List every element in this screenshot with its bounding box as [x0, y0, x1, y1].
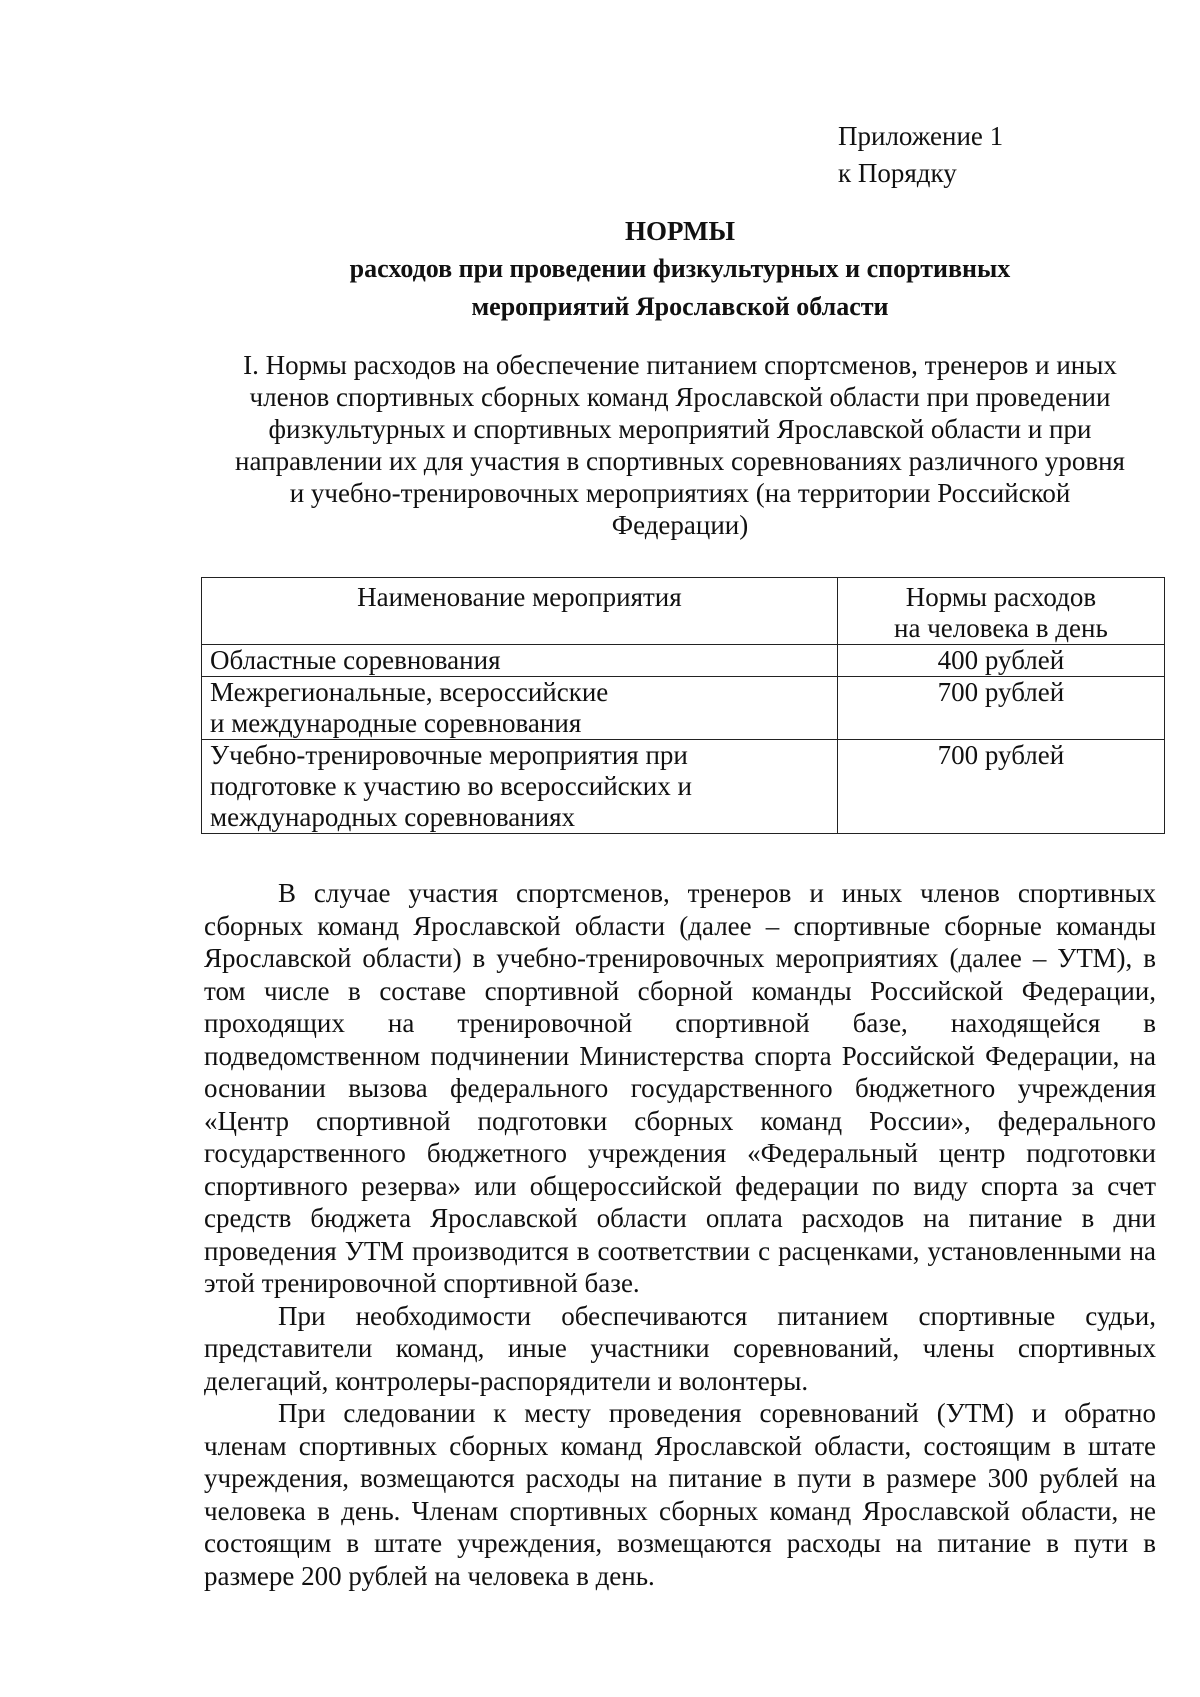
expense-value: 700 рублей — [937, 677, 1065, 707]
event-name-line: Учебно-тренировочные мероприятия при — [210, 740, 688, 770]
appendix-note — [838, 118, 1003, 192]
header-event-name-label: Наименование мероприятия — [357, 582, 682, 612]
section-heading-line: I. Нормы расходов на обеспечение питанием спортсменов, тренеров и иных — [243, 350, 1117, 380]
event-name-line: Областные соревнования — [210, 645, 501, 675]
header-expense-norm-line-1: Нормы расходов — [905, 582, 1097, 612]
event-name-line: подготовке к участию во всероссийских и — [210, 771, 692, 801]
document-title — [200, 212, 1160, 326]
expense-value-cell — [837, 740, 1164, 834]
title-line-3: мероприятий Ярославской области — [471, 292, 889, 321]
section-heading-line: и учебно-тренировочных мероприятиях (на территории Российской — [289, 478, 1071, 508]
expense-value-cell — [837, 645, 1164, 677]
appendix-line-2: к Порядку — [838, 158, 957, 188]
section-heading-line: Федерации) — [611, 510, 749, 540]
event-name-cell — [202, 677, 838, 740]
header-expense-norm — [837, 578, 1164, 645]
event-name-cell — [202, 740, 838, 834]
section-heading-line: членов спортивных сборных команд Ярославской области при проведении — [249, 382, 1111, 412]
paragraph: При следовании к месту проведения соревнований (УТМ) и обратно членам спортивных сборных команд Ярославской области, состоящим в штате учреждения, возмещаются расходы на питание в пути в размере 300 рублей на человека в день. Членам спортивных сборных команд Ярославской области, не состоящим в штате учреждения, возмещаются расходы на питание в пути в размере 200 рублей на человека в день. — [204, 1398, 1156, 1591]
table-header-row — [202, 578, 1165, 645]
table-row — [202, 677, 1165, 740]
table-row — [202, 645, 1165, 677]
expense-value: 700 рублей — [937, 740, 1065, 770]
header-event-name — [202, 578, 838, 645]
title-main: НОРМЫ — [625, 216, 735, 246]
event-name-cell — [202, 645, 838, 677]
section-heading — [200, 349, 1160, 541]
paragraph: При необходимости обеспечиваются питанием спортивные судьи, представители команд, иные участники соревнований, члены спортивных делегаций, контролеры-распорядители и волонтеры. — [204, 1300, 1156, 1396]
event-name-line: международных соревнованиях — [210, 802, 576, 832]
expense-value-cell — [837, 677, 1164, 740]
table-row — [202, 740, 1165, 834]
expense-value: 400 рублей — [937, 645, 1065, 675]
event-name-line: и международные соревнования — [210, 708, 582, 738]
appendix-line-1: Приложение 1 — [838, 121, 1004, 151]
section-heading-line: направлении их для участия в спортивных соревнованиях различного уровня — [235, 446, 1125, 476]
event-name-line: Межрегиональные, всероссийские — [210, 677, 609, 707]
title-line-2: расходов при проведении физкультурных и спортивных — [349, 254, 1011, 283]
header-expense-norm-line-2: на человека в день — [894, 613, 1108, 643]
paragraph: В случае участия спортсменов, тренеров и иных членов спортивных сборных команд Ярославской области (далее – спортивные сборные команды Ярославской области) в учебно-тренировочных мероприятиях (далее – УТМ), в том числе в составе спортивной сборной команды Российской Федерации, проходящих на тренировочной спортивной базе, находящейся в подведомственном подчинении Министерства спорта Российской Федерации, на основании вызова федерального государственного бюджетного учреждения «Центр спортивной подготовки сборных команд России», федерального государственного бюджетного учреждения «Федеральный центр подготовки спортивного резерва» или общероссийской федерации по виду спорта за счет средств бюджета Ярославской области оплата расходов на питание в дни проведения УТМ производится в соответствии с расценками, установленными на этой тренировочной спортивной базе. — [204, 878, 1156, 1298]
norms-table — [201, 577, 1165, 834]
body-text — [204, 877, 1156, 1592]
section-heading-line: физкультурных и спортивных мероприятий Ярославской области и при — [268, 414, 1092, 444]
